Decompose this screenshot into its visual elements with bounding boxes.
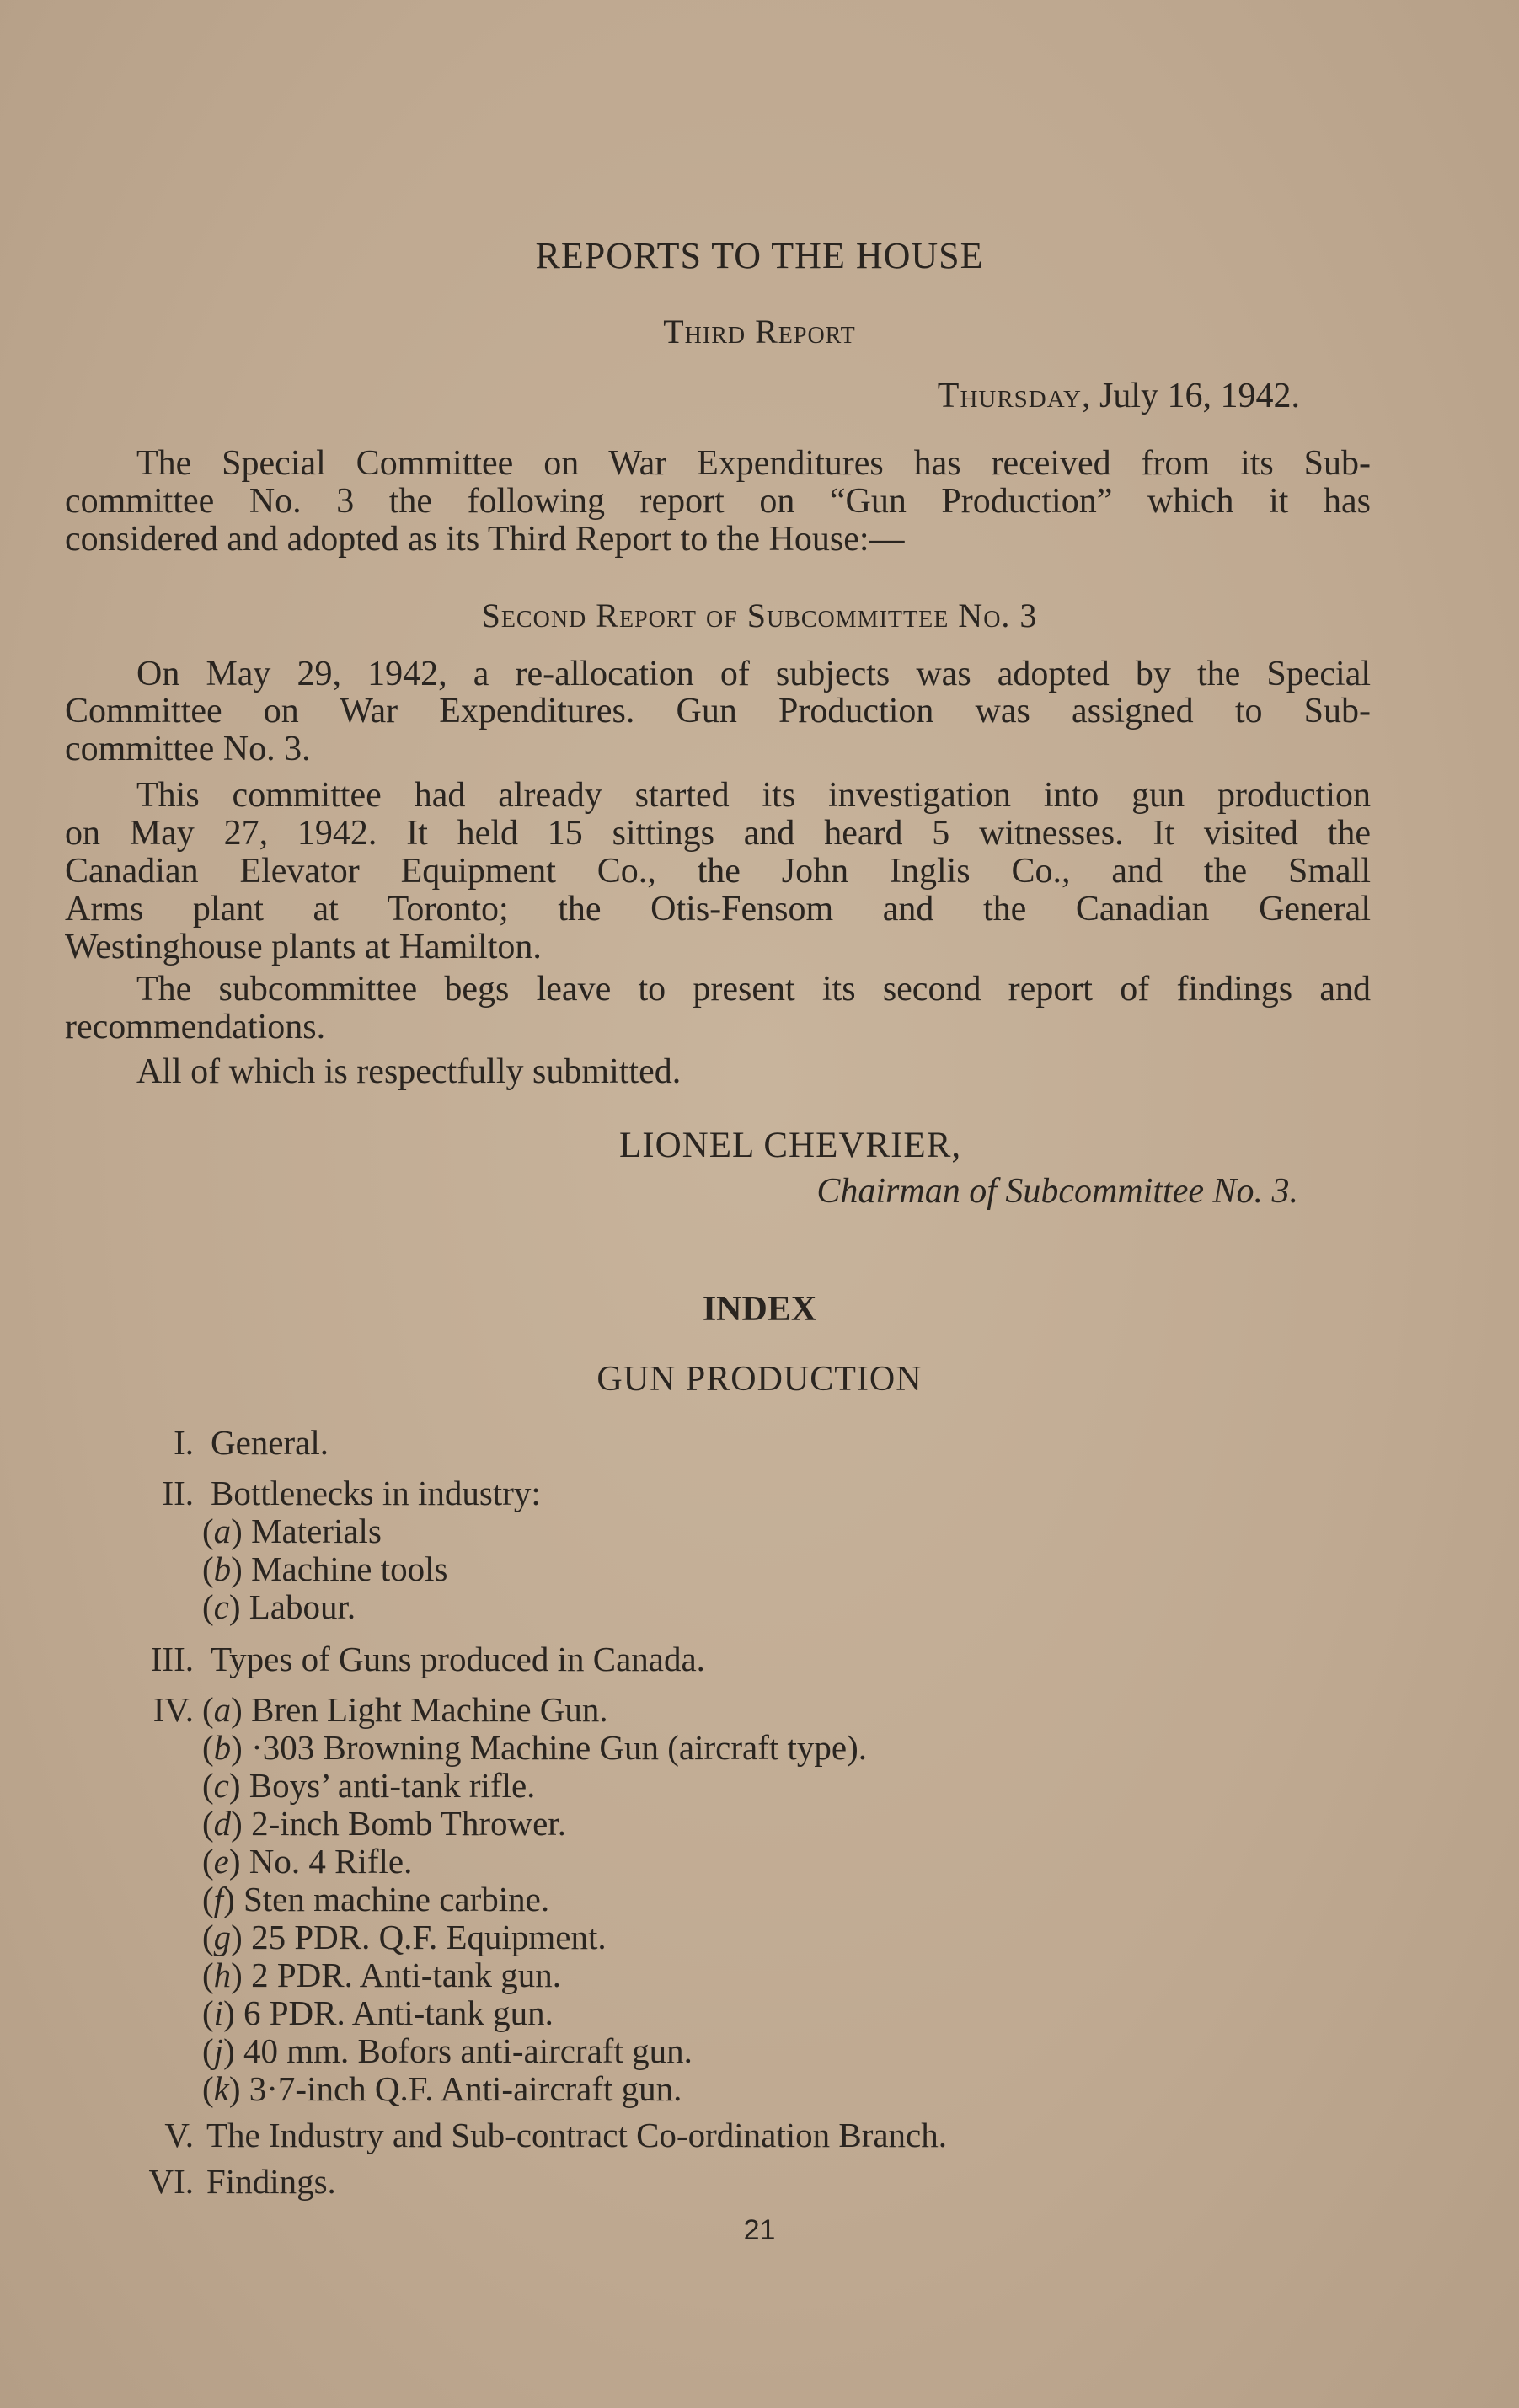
signature-name: LIONEL CHEVRIER, bbox=[619, 1126, 962, 1165]
paragraph-line: This committee had already started its investigation into gun production bbox=[136, 776, 1371, 815]
intro-line: considered and adopted as its Third Report to the House:— bbox=[65, 520, 905, 559]
index-subitem: (c) Labour. bbox=[202, 1587, 356, 1626]
intro-line: The Special Committee on War Expenditures has received from its Sub- bbox=[136, 444, 1371, 483]
index-item: Findings. bbox=[206, 2162, 336, 2201]
index-item: (a) Bren Light Machine Gun. bbox=[202, 1690, 608, 1729]
intro-line: committee No. 3 the following report on “Gun Production” which it has bbox=[65, 482, 1371, 521]
index-numeral: V. bbox=[164, 2116, 194, 2154]
paragraph-line: The subcommittee begs leave to present its second report of findings and bbox=[136, 970, 1371, 1009]
index-numeral: IV. bbox=[152, 1690, 194, 1729]
index-subitem: (i) 6 PDR. Anti-tank gun. bbox=[202, 1993, 554, 2032]
index-numeral: III. bbox=[150, 1640, 194, 1678]
index-subitem: (f) Sten machine carbine. bbox=[202, 1880, 550, 1918]
paragraph-line: Canadian Elevator Equipment Co., the John Inglis Co., and the Small bbox=[65, 852, 1371, 891]
index-item: Types of Guns produced in Canada. bbox=[211, 1640, 705, 1678]
index-subitem: (g) 25 PDR. Q.F. Equipment. bbox=[202, 1918, 607, 1956]
index-numeral: I. bbox=[174, 1423, 194, 1462]
paragraph-line: on May 27, 1942. It held 15 sittings and heard 5 witnesses. It visited the bbox=[65, 814, 1371, 853]
signature-title: Chairman of Subcommittee No. 3. bbox=[816, 1172, 1298, 1211]
index-subitem: (k) 3·7-inch Q.F. Anti-aircraft gun. bbox=[202, 2069, 682, 2108]
index-subitem: (d) 2-inch Bomb Thrower. bbox=[202, 1804, 566, 1843]
closing-line: All of which is respectfully submitted. bbox=[136, 1052, 682, 1091]
index-subitem: (a) Materials bbox=[202, 1512, 382, 1550]
index-subitem: (c) Boys’ anti-tank rifle. bbox=[202, 1766, 536, 1805]
page-title: REPORTS TO THE HOUSE bbox=[535, 235, 984, 276]
report-subtitle: Third Report bbox=[663, 313, 856, 350]
index-item: Bottlenecks in industry: bbox=[211, 1474, 541, 1512]
index-subitem: (h) 2 PDR. Anti-tank gun. bbox=[202, 1956, 561, 1994]
index-numeral: VI. bbox=[148, 2162, 194, 2201]
index-subitem: (b) ·303 Browning Machine Gun (aircraft type). bbox=[202, 1728, 867, 1767]
index-heading: INDEX bbox=[702, 1290, 817, 1329]
index-subitem: (j) 40 mm. Bofors anti-aircraft gun. bbox=[202, 2031, 693, 2070]
paragraph-line: Arms plant at Toronto; the Otis-Fensom and the Canadian General bbox=[65, 890, 1371, 928]
index-numeral: II. bbox=[162, 1474, 194, 1512]
paragraph-line: On May 29, 1942, a re-allocation of subjects was adopted by the Special bbox=[136, 655, 1371, 693]
paragraph-line: committee No. 3. bbox=[65, 730, 311, 768]
index-subitem: (b) Machine tools bbox=[202, 1549, 448, 1588]
index-subitem: (e) No. 4 Rifle. bbox=[202, 1842, 413, 1881]
page-number: 21 bbox=[743, 2214, 776, 2246]
section-heading: Second Report of Subcommittee No. 3 bbox=[481, 597, 1038, 634]
index-item: The Industry and Sub-contract Co-ordination Branch. bbox=[206, 2116, 947, 2154]
paragraph-line: Committee on War Expenditures. Gun Production was assigned to Sub- bbox=[65, 692, 1371, 730]
date-day: Thursday bbox=[937, 377, 1082, 415]
paragraph-line: recommendations. bbox=[65, 1008, 326, 1046]
index-subheading: GUN PRODUCTION bbox=[596, 1360, 923, 1399]
report-date bbox=[938, 376, 1300, 416]
index-item: General. bbox=[211, 1423, 329, 1462]
date-rest: , July 16, 1942. bbox=[1081, 377, 1300, 415]
paragraph-line: Westinghouse plants at Hamilton. bbox=[65, 928, 542, 966]
